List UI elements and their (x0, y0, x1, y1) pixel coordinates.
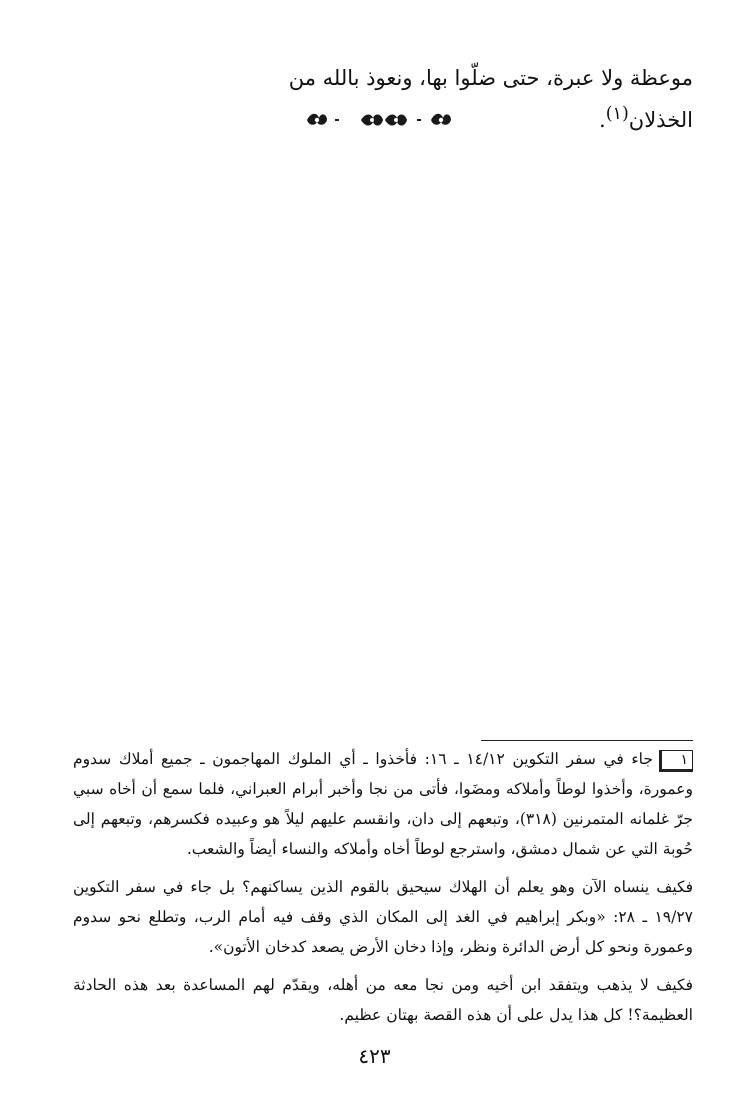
footnote-marker: ١ (659, 750, 693, 772)
footnote-reference: (١) (605, 104, 629, 124)
ornament-icon (305, 108, 455, 132)
page-number: ٤٢٣ (358, 1044, 391, 1068)
footnote-1 (73, 744, 693, 864)
footnotes-block (73, 744, 693, 1038)
footnote-paragraph-3: فكيف لا يذهب ويتفقد ابن أخيه ومن نجا معه من أهله، ويقدّم لهم المساعدة بعد هذه الحادثة العظيمة؟! كل هذا يدل على أن هذه القصة بهتان عظيم. (73, 976, 693, 1024)
footnote-separator (481, 740, 693, 741)
body-text-end: . (599, 108, 606, 132)
footnote-paragraph-2: فكيف ينساه الآن وهو يعلم أن الهلاك سيحيق بالقوم الذين يساكنهم؟ بل جاء في سفر التكوين ١٩/٢٧ ـ ٢٨: «وبكر إبراهيم في الغد إلى المكان الذي وقف فيه أمام الرب، وتطلع نحو سدوم وعمورة ونحو كل أرض الدائرة ونظر، وإذا دخان الأرض يصعد كدخان الأتون». (73, 878, 693, 956)
footnote-1-text: جاء في سفر التكوين ١٤/١٢ ـ ١٦: فأخذوا ـ أي الملوك المهاجمون ـ جميع أملاك سدوم وعمورة، وأخذوا لوطاً وأملاكه ومضَوا، فأتى من نجا وأخبر أبرام العبراني، فلما سمع أن أخاه سبي جرّ غلمانه المتمرنين (٣١٨)، وتبعهم إلى دان، وانقسم عليهم ليلاً هو وعبيده فكسرهم، وتبعهم إلى حُوبة التي عن شمال دمشق، واسترجع لوطاً أخاه وأملاكه والنساء أيضاً والشعب. (73, 750, 693, 858)
decorative-divider-ornament (305, 108, 455, 132)
body-text-line: موعظة ولا عبرة، حتى ضلّوا بها، ونعوذ بالله من الخذلان (288, 66, 693, 132)
